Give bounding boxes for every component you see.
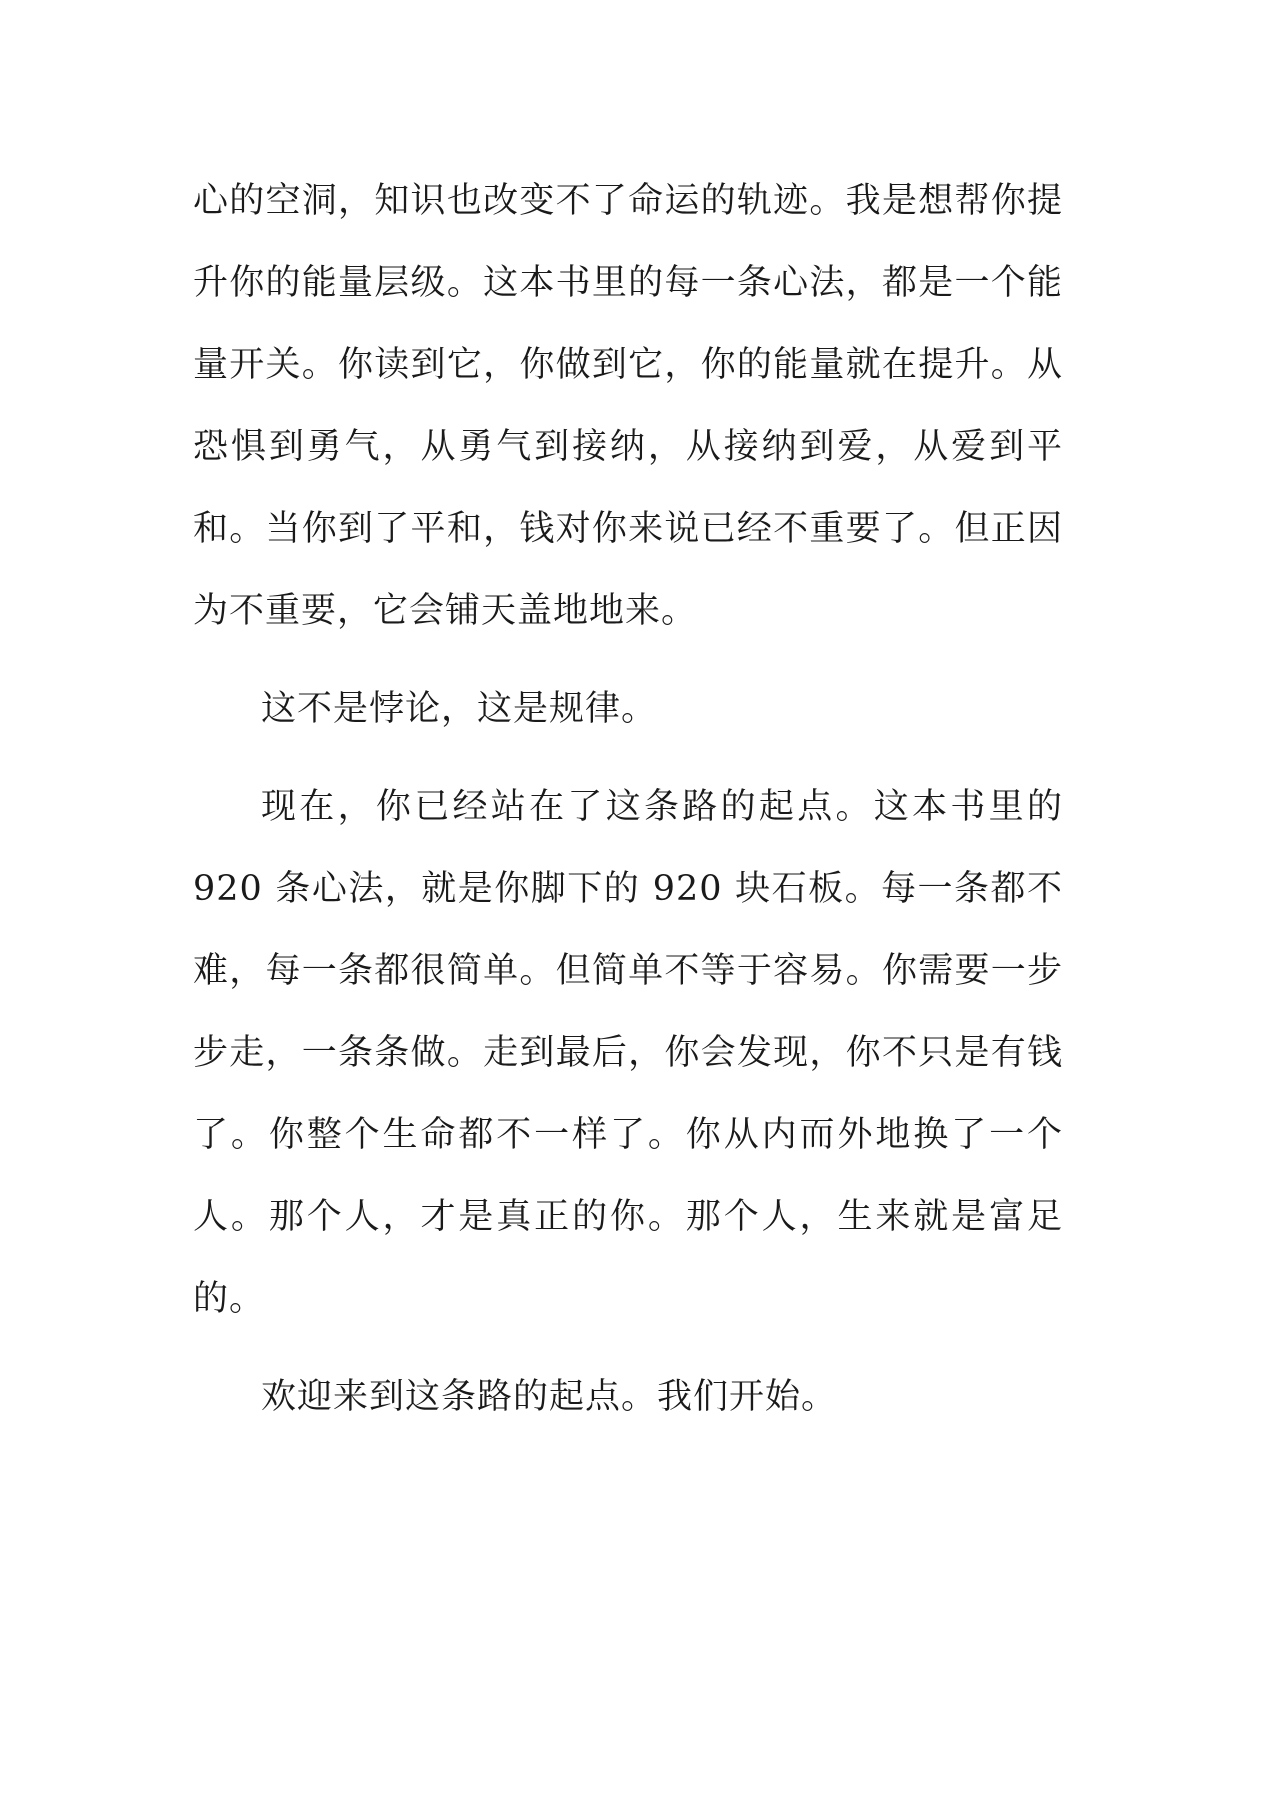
paragraph-2: 这不是悖论，这是规律。 — [261, 689, 658, 729]
body-text — [193, 160, 1063, 1454]
paragraph-3: 现在，你已经站在了这条路的起点。这本书里的 920 条心法，就是你脚下的 920 块石板。每一条都不难，每一条都很简单。但简单不等于容易。你需要一步步走，一条条做。走到最后，你会发现，你不只是有钱了。你整个生命都不一样了。你从内而外地换了一个人。那个人，才是真正的你。那个人，生来就是富足的。 — [193, 787, 1063, 1319]
paragraph-4: 欢迎来到这条路的起点。我们开始。 — [261, 1377, 838, 1417]
paragraph-1: 心的空洞，知识也改变不了命运的轨迹。我是想帮你提升你的能量层级。这本书里的每一条心法，都是一个能量开关。你读到它，你做到它，你的能量就在提升。从恐惧到勇气，从勇气到接纳，从接纳到爱，从爱到平和。当你到了平和，钱对你来说已经不重要了。但正因为不重要，它会铺天盖地地来。 — [193, 181, 1063, 631]
